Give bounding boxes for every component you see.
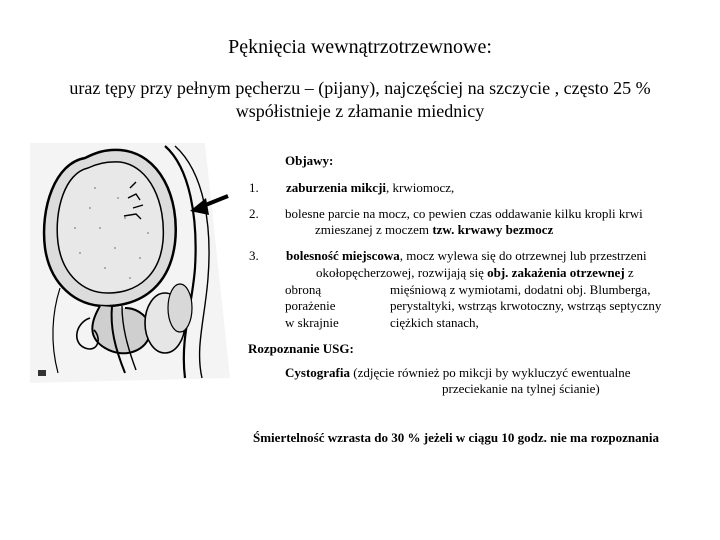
symptom-2-number: 2. <box>249 206 259 221</box>
symptom-3-line-1: bolesność miejscowa, mocz wylewa się do otrzewnej lub przestrzeni <box>286 248 647 263</box>
subtitle-line-2: współistnieje z złamanie miednicy <box>235 101 485 121</box>
cystography-line-2: przeciekanie na tylnej ścianie) <box>442 381 600 396</box>
mortality-note: Śmiertelność wzrasta do 30 % jeżeli w ciągu 10 godz. nie ma rozpoznania <box>253 430 659 445</box>
slide-title: Pęknięcia wewnątrzotrzewnowe: <box>228 36 492 58</box>
symptom-3-row-2-right: perystaltyki, wstrząs krwotoczny, wstrząs septyczny <box>390 298 662 313</box>
symptoms-heading: Objawy: <box>285 153 334 168</box>
subtitle-line-1: uraz tępy przy pełnym pęcherzu – (pijany), najczęściej na szczycie , często 25 % <box>69 78 651 98</box>
symptom-2-line-1: bolesne parcie na mocz, co pewien czas oddawanie kilku kropli krwi <box>285 206 643 221</box>
cystography-line-1: Cystografia (zdjęcie również po mikcji by wykluczyć ewentualne <box>285 365 631 380</box>
diagnosis-heading: Rozpoznanie USG: <box>248 341 354 356</box>
symptom-3-line-2: okołopęcherzowej, rozwijają się obj. zakażenia otrzewnej z <box>316 265 634 280</box>
symptom-2-line-2: zmieszanej z moczem tzw. krwawy bezmocz <box>315 222 554 237</box>
symptom-3-row-1-right: mięśniową z wymiotami, dodatni obj. Blumberga, <box>390 282 651 297</box>
symptom-3-row-1-left: obroną <box>285 282 322 297</box>
bladder-rupture-illustration <box>30 138 230 388</box>
symptom-1-number: 1. <box>249 180 259 195</box>
symptom-1-text: zaburzenia mikcji, krwiomocz, <box>286 180 455 195</box>
symptom-3-row-3-right: ciężkich stanach, <box>390 315 479 330</box>
symptom-3-row-3-left: w skrajnie <box>285 315 339 330</box>
symptom-3-row-2-left: porażenie <box>285 298 336 313</box>
symptom-3-number: 3. <box>249 248 259 263</box>
